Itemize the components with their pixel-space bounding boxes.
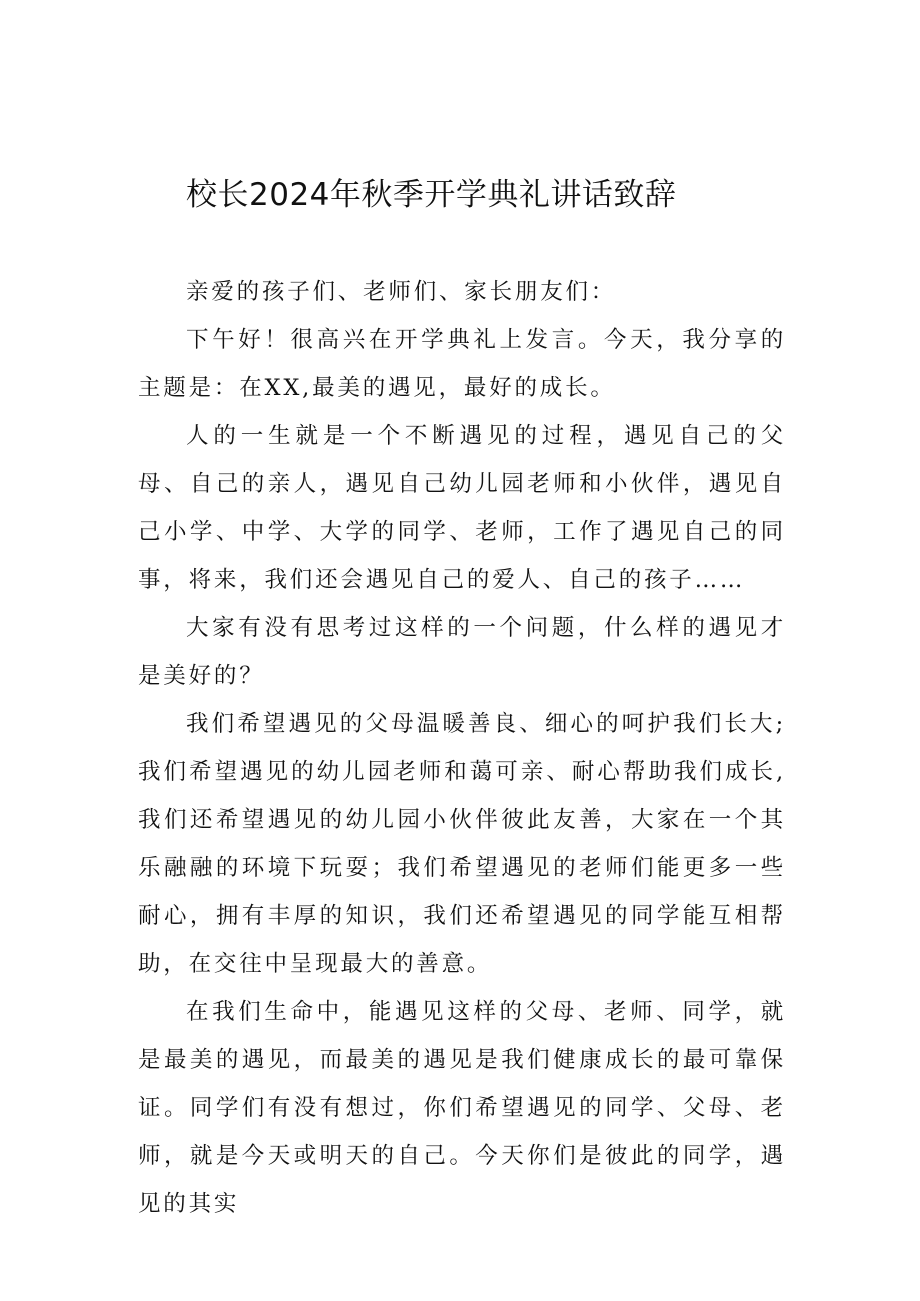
opening-paragraph: 下午好！很高兴在开学典礼上发言。今天，我分享的主题是：在XX,最美的遇见，最好的成长。 (138, 327, 786, 401)
document-title: 校长2024年秋季开学典礼讲话致辞 (186, 177, 677, 213)
document-body (138, 268, 786, 1228)
hopes-paragraph: 我们希望遇见的父母温暖善良、细心的呵护我们长大;我们希望遇见的幼儿园老师和蔼可亲、耐心帮助我们成长,我们还希望遇见的幼儿园小伙伴彼此友善，大家在一个其乐融融的环境下玩耍；我们希望遇见的老师们能更多一些耐心，拥有丰厚的知识，我们还希望遇见的同学能互相帮助，在交往中呈现最大的善意。 (138, 711, 786, 977)
life-encounters-paragraph: 人的一生就是一个不断遇见的过程，遇见自己的父母、自己的亲人，遇见自己幼儿园老师和小伙伴，遇见自己小学、中学、大学的同学、老师，工作了遇见自己的同事，将来，我们还会遇见自己的爱人、自己的孩子…… (138, 423, 786, 593)
greeting-paragraph: 亲爱的孩子们、老师们、家长朋友们： (186, 279, 617, 305)
best-encounter-paragraph: 在我们生命中，能遇见这样的父母、老师、同学，就是最美的遇见，而最美的遇见是我们健康成长的最可靠保证。同学们有没有想过，你们希望遇见的同学、父母、老师，就是今天或明天的自己。今天你们是彼此的同学，遇见的其实 (138, 999, 786, 1217)
question-paragraph: 大家有没有思考过这样的一个问题，什么样的遇见才是美好的？ (138, 615, 786, 689)
